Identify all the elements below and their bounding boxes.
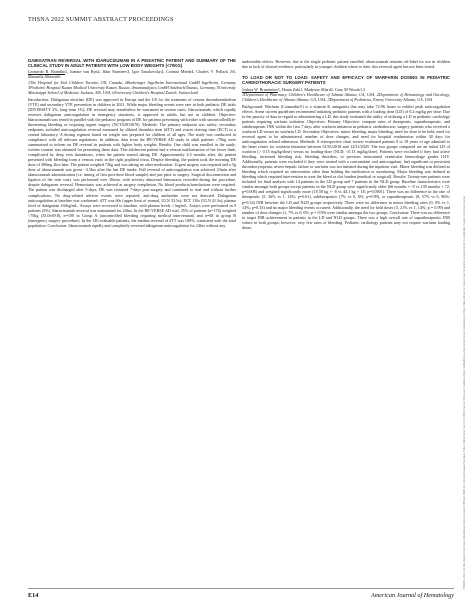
footer-divider xyxy=(28,588,454,589)
download-notice: 15968652, 2022, S3, Downloaded from https://onlinelibrary.wiley.com/doi/10.1002/ajh.26684 by Cochrane Russian Federation, Wiley Online Library on [12/12/2022]. See the Terms and Conditions (https://onlinelibrary.wiley.com/terms-and-conditions) on Wiley Online Library for rules of use; OA articles are governed by the applicable Creative Commons License xyxy=(463,196,466,590)
author-list-rest: 1, Hania Zaki1, Madyson Allard2, Gary M Woods1,3 xyxy=(277,86,366,92)
abstract-title-dabigatran: DABIGATRAN REVERSAL WITH IDARUCIZUMAB IN A PEDIATRIC PATIENT AND SUMMARY OF THE CLINICAL STUDY IN ADULT PATIENTS WITH LOW BODY WEIGHTS (<70KG) xyxy=(28,58,236,69)
author-list-rest: 1, Joanne van Ryn2, Ildar Nurmeev3, Igor Tartakovsky4, Corinna Miede4, Charles V. Pollack Jr5, Manuella Albisetti6 xyxy=(28,69,236,80)
left-column xyxy=(28,58,236,228)
abstract-body-warfarin: Background: Warfarin (Coumadin®) is a vitamin K antagonist that may take 72-96 hours to exhibit peak anticoagulation effects. Some current guidelines recommend initiating pediatric patients with a loading dose (LD) of 0.2 mg/kg per dose. Due to the paucity of data in regard to administering a LD, this study evaluated the utility of utilizing a LD in pediatric cardiology patients requiring warfarin initiation. Objectives: Primary Objective: compare rates of therapeutic, supratherapeutic, and subtherapeutic INR within the first 7 days after warfarin initiation in pediatric cardiothoracic surgery patients who received a warfarin LD versus no warfarin LD. Secondary Objectives: minor bleeding, major bleeding, need for dose to be held, need for reversal agent to be administered, number of dose changes, and need for hospital readmission within 30 days for anticoagulation related admission. Methods: A retrospective chart review evaluated patients 0 to 18 years of age admitted to the heart center for warfarin initiation between 01/01/2018 and 12/31/2020. The two groups compared are an initial LD of warfarin (> 0.15 mg/kg/dose) versus no loading-dose (NLD; <0.15 mg/kg/dose). Patients were excluded if they had active bleeding, increased bleeding risk, bleeding disorders, or previous intracranial ventricular hemorrhage grades II-IV. Additionally, patients were excluded if they were treated with a concomitant oral anticoagulant, had significant or persistent thrombocytopenia, severe hepatic failure or warfarin was not initiated during the inpatient visit. Minor bleeding was defined as bleeding which required no intervention other than holding the medication or monitoring. Major bleeding was defined as bleeding which required intervention to treat the bleed or clot burden (medical or surgical). Results: Twenty-one patients were included for final analysis with 14 patients in the LD group and 7 patients in the NLD group. Baseline characteristics were similar amongst both groups except patients in the NLD group were significantly older (66 months +- 8 vs 139 months + 72; p=0.008) and weighed significantly more (18.58 kg +- 8 vs 44.1 kg + 18; p=0.0001). There was no difference in the rate of therapeutic (5, 36% vs 1, 14%; p=0.61), subtherapeutic (7% vs 0, 0%; p=0.99), or supratherapeutic (8, 57% vs 6, 86%; p=0.34) INR between the LD and NLD groups respectively. There were no difference in minor bleeding rates (0, 0% vs 1, 14%; p=0.33) and no major bleeding events occurred. Additionally, the need for held doses (3, 21% vs 1, 14%; p = 0.99) and number of dose changes (1, 7% vs 0, 0%; p = 0.99) were similar amongst the two groups. Conclusion: There was no difference in target INR achievement in patients in the LD and NLD groups. There was a high overall rate of supratherapeutic INR values in both groups; however, very few rates of bleeding. Pediatric cardiology patients may not require warfarin loading doses. xyxy=(242,103,450,230)
running-head: THSNA 2022 SUMMIT ABSTRACT PROCEEDINGS xyxy=(28,16,174,23)
first-author: Leonardo R. Brandão xyxy=(28,69,65,75)
page-number: E14 xyxy=(28,592,39,599)
right-column xyxy=(242,58,450,230)
abstract-title-warfarin: TO LOAD OR NOT TO LOAD: SAFETY AND EFFICACY OF WARFARIN DOSING IN PEDIATRIC CARDIOTHORACIC SURGERY PATIENTS xyxy=(242,75,450,86)
affiliations-dabigatran: 1The Hospital for Sick Children Toronto, ON, Canada, 2Boehringer Ingelheim International GmbH Ingelheim, Germany 3Pediatric Hospital Kazan Medical University Kazan, Russia, 4mainanalytics GmbH Sulzbach/Taunus, Germany, 5University Mississippi School of Medicine Jackson, MS, USA, 6University Children's Hospital Zurich, Switzerland xyxy=(28,79,236,95)
abstract-body-dabigatran: Introduction: Dabigatran etexilate (DE) was approved in Europe and the US for the treatment of venous thromboembolism (VTE) and secondary VTE prevention in children in 2021. While major bleeding events were rare in both pediatric DE trials (DIVERSITY 2%, long-term 1%), DE reversal may nonetheless be warranted in certain cases. Idarucizumab, which rapidly reverses dabigatran anticoagulation in emergency situations, is approved in adults, but not in children. Objective: Idarucizumab was tested in parallel with the pediatric program of DE for patients presenting with either with uncontrolled/life-threatening bleeding or requiring urgent surgery (NCT02815670). Methods: The primary endpoint was safety; secondary endpoints included anticoagulation reversal measured by diluted thrombin time (dTT) and ecarin clotting time (ECT) in a central laboratory. A dosing regimen based on weight was prepared for children of all ages. The study was conducted in compliance with all relevant regulations. In addition, data from the RE-VERSE AD study in adult patients <70kg were summarized to inform on DE reversal in patients with lighter body weights. Results: One child was enrolled in the study; written consent was obtained for presenting these data. This adolescent patient had a venous malformation of her lower limb, complicated by deep vein thrombosis, when the patient started taking DE. Approximately 4.5 months after, the patient presented with bleeding from a venous varix in the right popliteal fossa. Despite bleeding, the patient took the morning DE dose of 300mg 2hrs later. The patient weighed 72kg and was taking no other medication. Urgent surgery was required and a 5g dose of idarucizumab was given ~3.5hrs after the last DE intake. Full reversal of anticoagulation was achieved 23min after idarucizumab administration (i.e. timing of first post-dose blood sample) and just prior to surgery. Surgical disconnection and ligation of the vein varix was performed over 30min, with severity abnormal hemostasis recorded during the procedure, despite dabigatran reversal. Hemostasis was achieved at surgery completion. No blood products/transfusions were required. The patient was discharged after 5-days; DE was restarted 7-days post-surgery and continued to trial end without further complications. No drug-related adverse events were reported; anti-drug antibodies were not detected. Dabigatran anticoagulation at baseline was confirmed: dTT was 60s (upper limit of normal, ULN 33.5s); ECT 110s (ULN 41.3s); plasma level of dabigatran 160ng/mL. Assays were recovered to baseline, with plasma levels <1ng/mL. Assays were performed in 9 patients (2%). Idarucizumab reversal was maintained for 24hrs. In the RE-VERSE AD trial, 35% of patients (n=176) weighed <70kg (35.0±69.8), n=108 in Group A (uncontrolled bleeding requiring medical intervention) and n=68 in group B (emergency surgery procedure). In the 140 evaluable patients, the median reversal of dTT was 100%, consistent with the total population. Conclusion: Idarucizumab rapidly and completely reversed dabigatran anticoagulation for 24hrs without any xyxy=(28,96,236,228)
affiliations-warfarin: 1Department of Pharmacy, Children's Healthcare of Atlanta Atlanta, GA, USA, 2Department of Hematology and Oncology, Children's Healthcare of Atlanta Atlanta, GA, USA, 3Department of Pediatrics, Emory University Atlanta, GA, USA xyxy=(242,91,450,102)
first-author: Joshua W. Brunstetter xyxy=(242,86,278,92)
abstract-continuation: undesirable effects. However, due to the single pediatric patient enrolled, idarucizumab remains off-label for use in children due to lack of clinical evidence, particularly in younger children where to date, this reversal agent has not been tested. xyxy=(242,59,450,70)
author-list-dabigatran xyxy=(28,69,236,79)
journal-name: American Journal of Hematology xyxy=(371,592,454,599)
